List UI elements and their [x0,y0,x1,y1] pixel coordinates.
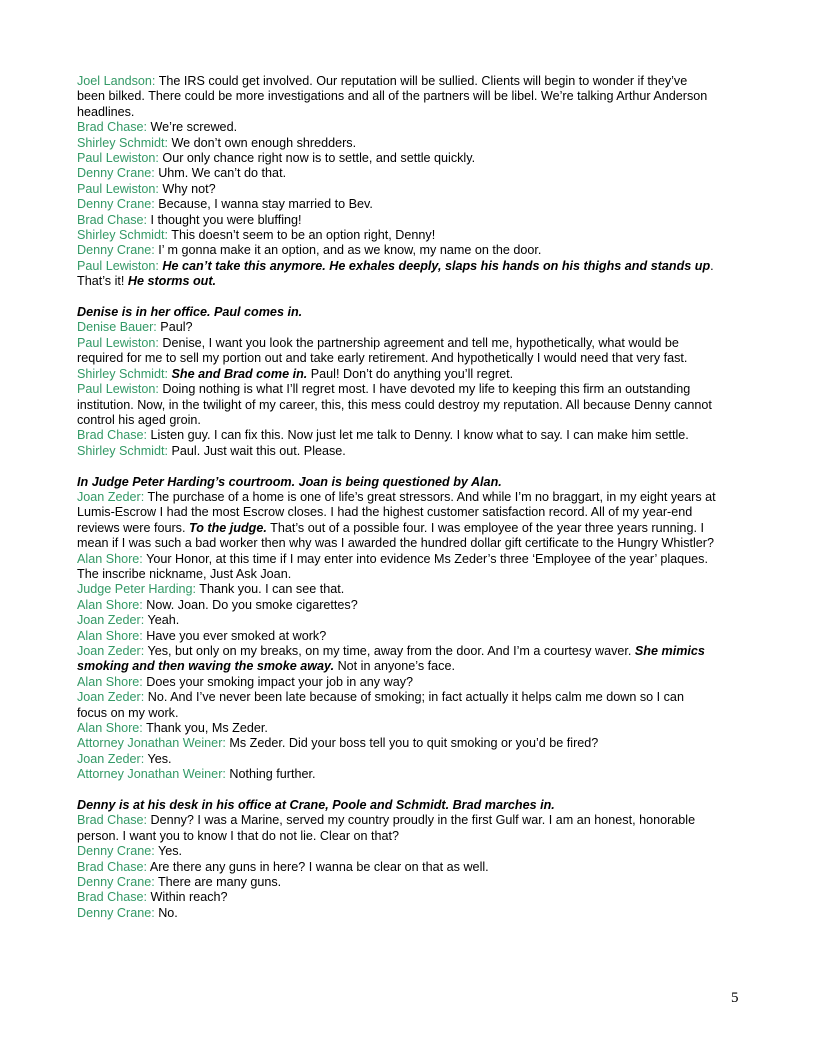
transcript-line [77,906,717,921]
speaker-name: Attorney Jonathan Weiner: [77,736,226,751]
transcript-line [77,120,717,135]
dialogue-text: Yes. [144,751,172,766]
transcript-line [77,798,717,813]
transcript-line [77,552,717,583]
dialogue-text: The purchase of a home is one of life’s great stressors. And while I’m no braggart, in my eight years at Lumis-Escrow I had the most Escrow closes. I had the highest customer satisfaction record. All of my year-end reviews were fours. [77,489,716,535]
speaker-name: Denise Bauer: [77,320,157,335]
dialogue-text: Within reach? [147,890,228,905]
speaker-name: Paul Lewiston: [77,258,159,273]
speaker-name: Paul Lewiston: [77,181,159,196]
speaker-name: Denny Crane: [77,905,155,920]
transcript-line [77,475,717,490]
dialogue-text: Have you ever smoked at work? [142,628,327,643]
speaker-name: Joan Zeder: [77,644,145,658]
dialogue-text: We’re screwed. [147,120,238,135]
dialogue-text: I thought you were bluffing! [147,212,302,227]
transcript-line [77,490,717,552]
speaker-name: Alan Shore: [77,721,143,736]
transcript-line [77,182,717,197]
speaker-name: Joan Zeder: [77,751,145,766]
speaker-name: Joan Zeder: [77,613,145,628]
transcript-line [77,136,717,151]
speaker-name: Paul Lewiston: [77,382,159,397]
dialogue-text: Nothing further. [225,767,316,782]
transcript-line [77,582,717,597]
stage-direction: He can’t take this anymore. He exhales deeply, slaps his hands on his thighs and stands up [162,258,711,273]
dialogue-text: Doing nothing is what I’ll regret most. I have devoted my life to keeping this firm an outstanding institution. Now, in the twilight of my career, this, this mess could destroy my reputation. All because Denny cannot control his aged groin. [77,382,712,427]
dialogue-text: Not in anyone’s face. [334,659,455,674]
dialogue-text: Yeah. [144,613,180,628]
transcript-line [77,336,717,367]
section-gap [77,783,717,798]
stage-direction: In Judge Peter Harding’s courtroom. Joan is being questioned by Alan. [77,474,502,489]
transcript-line [77,197,717,212]
dialogue-text: Your Honor, at this time if I may enter into evidence Ms Zeder’s three ‘Employee of the year’ plaques. The inscribe nickname, Just Ask Joan. [77,551,708,581]
stage-direction: To the judge. [188,520,267,535]
transcript-line [77,305,717,320]
transcript-line [77,675,717,690]
dialogue-text: Yes, but only on my breaks, on my time, away from the door. And I’m a courtesy waver. [144,644,635,658]
speaker-name: Shirley Schmidt: [77,443,168,458]
transcript-line [77,213,717,228]
dialogue-text: That’s out of a possible four. I was employee of the year three years running. I mean if I was such a bad worker then why was I awarded the hundred dollar gift certificate to the Hungry Whistler? [77,520,714,551]
transcript-line [77,736,717,751]
speaker-name: Brad Chase: [77,428,148,443]
transcript-line [77,613,717,628]
dialogue-text: Denise, I want you look the partnership agreement and tell me, hypothetically, what would be required for me to sell my portion out and take early retirement. And hypothetically I would need that very fast. [77,335,688,366]
dialogue-text: There are many guns. [154,875,282,890]
transcript-line [77,813,717,844]
speaker-name: Alan Shore: [77,628,143,643]
transcript-line [77,890,717,905]
transcript-line [77,767,717,782]
speaker-name: Alan Shore: [77,597,143,612]
speaker-name: Paul Lewiston: [77,335,159,350]
speaker-name: Brad Chase: [77,890,148,905]
transcript-line [77,367,717,382]
dialogue-text: Paul. Just wait this out. Please. [168,443,346,458]
script-page [77,74,717,921]
dialogue-text: Paul? [156,320,193,335]
dialogue-text: Thank you. I can see that. [196,582,345,597]
speaker-name: Shirley Schmidt: [77,228,168,243]
speaker-name: Alan Shore: [77,674,143,689]
dialogue-text: Denny? I was a Marine, served my country proudly in the first Gulf war. I am an honest, honorable person. I want you to know I that do not lie. Clear on that? [77,813,696,843]
transcript-line [77,151,717,166]
transcript-line [77,320,717,335]
transcript-line [77,752,717,767]
transcript-line [77,228,717,243]
stage-direction: Denise is in her office. Paul comes in. [77,305,303,320]
transcript-line [77,860,717,875]
speaker-name: Joan Zeder: [77,489,145,504]
transcript-line [77,721,717,736]
speaker-name: Denny Crane: [77,243,155,258]
dialogue-text: Because, I wanna stay married to Bev. [154,197,373,212]
speaker-name: Brad Chase: [77,859,148,874]
transcript-line [77,166,717,181]
transcript-line [77,74,717,120]
dialogue-text: No. [154,905,178,920]
transcript-line [77,382,717,428]
dialogue-text: Why not? [158,181,216,196]
speaker-name: Denny Crane: [77,166,155,181]
speaker-name: Joel Landson: [77,74,156,88]
transcript-line [77,243,717,258]
stage-direction: She and Brad come in. [171,366,308,381]
dialogue-text: Paul! Don’t do anything you’ll regret. [307,366,514,381]
speaker-name: Denny Crane: [77,197,155,212]
page-number: 5 [731,990,739,1006]
dialogue-text: Listen guy. I can fix this. Now just let me talk to Denny. I know what to say. I can make him settle. [147,428,689,443]
transcript-line [77,644,717,675]
speaker-name: Judge Peter Harding: [77,582,197,597]
dialogue-text: Our only chance right now is to settle, and settle quickly. [158,151,476,166]
dialogue-text: The IRS could get involved. Our reputation will be sullied. Clients will begin to wonder if they’ve been bilked. There could be more investigations and all of the partners will be libel. We’re talking Arthur Anderson headlines. [77,74,708,119]
section-gap [77,290,717,305]
dialogue-text: Are there any guns in here? I wanna be clear on that as well. [147,859,489,874]
transcript-line [77,629,717,644]
dialogue-text: No. And I’ve never been late because of smoking; in fact actually it helps calm me down so I can focus on my work. [77,690,684,720]
dialogue-text: . That’s it! [77,258,714,289]
speaker-name: Brad Chase: [77,120,148,135]
transcript-line [77,875,717,890]
stage-direction: He storms out. [127,274,217,289]
stage-direction: Denny is at his desk in his office at Crane, Poole and Schmidt. Brad marches in. [77,798,555,813]
transcript-line [77,844,717,859]
dialogue-text: Does your smoking impact your job in any way? [142,674,414,689]
speaker-name: Denny Crane: [77,844,155,859]
section-gap [77,459,717,474]
transcript-line [77,428,717,443]
stage-direction: She mimics smoking and then waving the smoke away. [77,644,705,674]
dialogue-text: Thank you, Ms Zeder. [142,721,268,736]
dialogue-text: This doesn’t seem to be an option right, Denny! [168,228,436,243]
transcript-line [77,259,717,290]
transcript-line [77,444,717,459]
dialogue-text: I’ m gonna make it an option, and as we know, my name on the door. [154,243,542,258]
dialogue-text: We don’t own enough shredders. [168,135,357,150]
transcript-line [77,598,717,613]
dialogue-text: Yes. [154,844,183,859]
dialogue-text: Now. Joan. Do you smoke cigarettes? [142,597,358,612]
speaker-name: Shirley Schmidt: [77,135,168,150]
speaker-name: Shirley Schmidt: [77,366,168,381]
dialogue-text: Uhm. We can’t do that. [154,166,287,181]
transcript-line [77,690,717,721]
speaker-name: Brad Chase: [77,813,148,828]
speaker-name: Attorney Jonathan Weiner: [77,767,226,782]
dialogue-text: Ms Zeder. Did your boss tell you to quit smoking or you’d be fired? [225,736,599,751]
speaker-name: Denny Crane: [77,875,155,890]
speaker-name: Joan Zeder: [77,690,145,705]
speaker-name: Alan Shore: [77,551,143,566]
speaker-name: Paul Lewiston: [77,151,159,166]
speaker-name: Brad Chase: [77,212,148,227]
